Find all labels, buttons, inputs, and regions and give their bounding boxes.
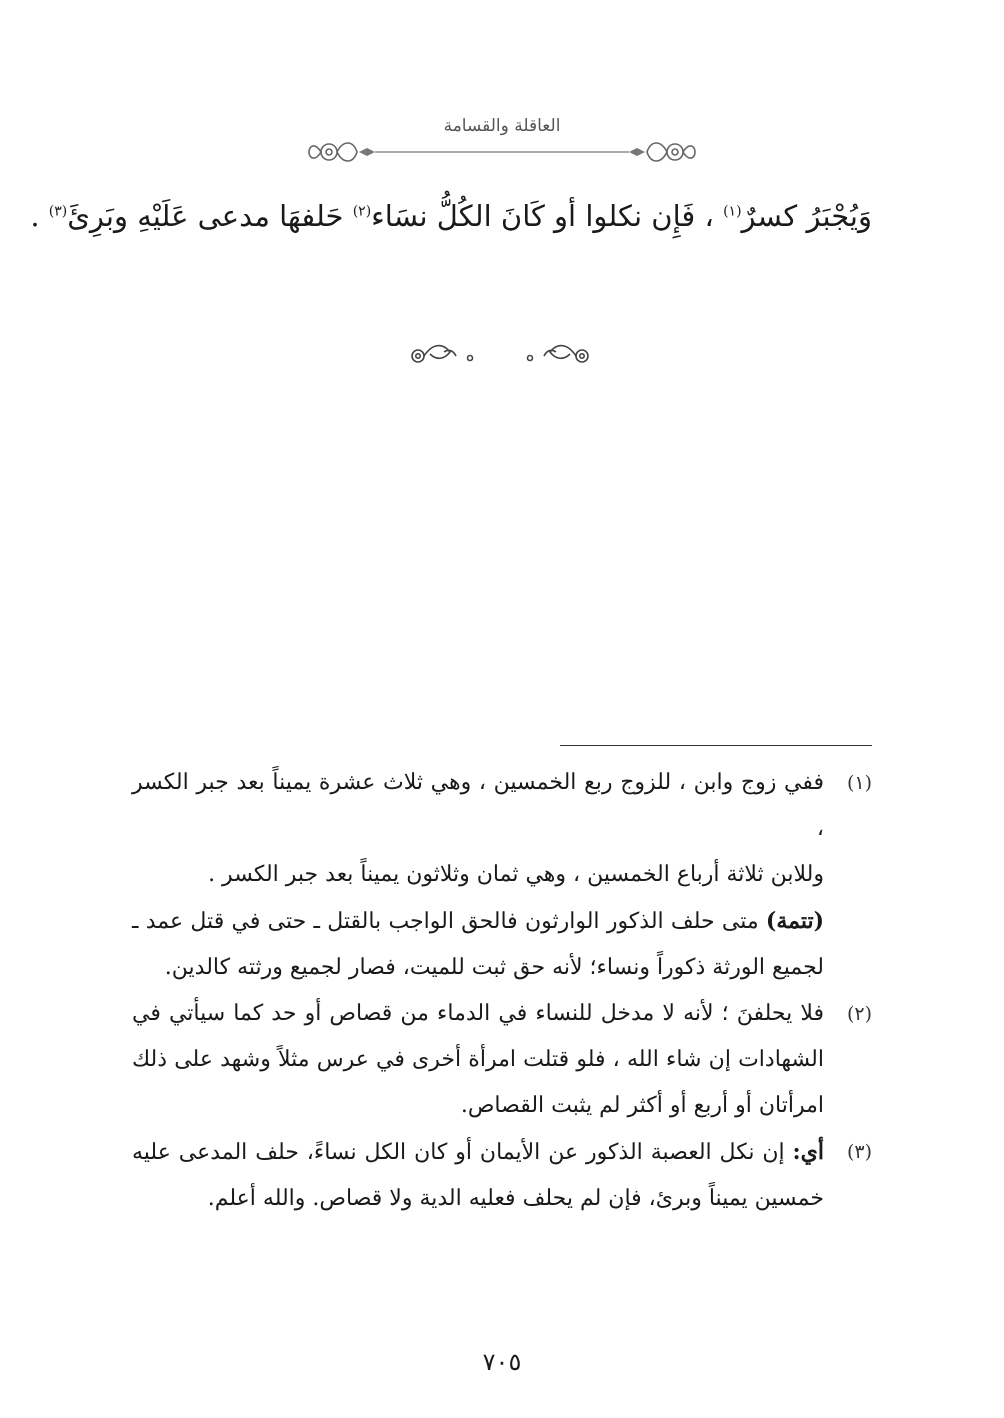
page-number: ٧٠٥ <box>482 1348 522 1376</box>
footnote-ref-2[interactable]: (٢) <box>352 203 372 220</box>
footnote-ref-3[interactable]: (٣) <box>48 203 68 220</box>
footnote-label: (تتمة) <box>765 908 824 934</box>
verse-part-3: حَلفهَا مدعى عَلَيْهِ وبَرِئَ <box>67 199 353 233</box>
header-title: العاقلة والقسامة <box>443 116 561 136</box>
footnote-separator <box>560 745 872 746</box>
header-ornament-icon <box>305 138 699 174</box>
footnote-line: ففي زوج وابن ، للزوج ربع الخمسين ، وهي ثلاث عشرة يميناً بعد جبر الكسر ، <box>132 770 824 841</box>
footnote-text: فلا يحلفنَ ؛ لأنه لا مدخل للنساء في الدماء من قصاص أو حد كما سيأتي في الشهادات إن شاء الله ، فلو قتلت امرأة أخرى في عرس مثلاً وشهد على ذلك امرأتان أو أربع أو أكثر لم يثبت القصاص. <box>132 1001 824 1118</box>
footnote-3 <box>132 1129 872 1222</box>
running-header <box>0 108 1004 168</box>
footnote-number: (٢) <box>846 1003 872 1025</box>
footnote-number: (٣) <box>846 1141 872 1163</box>
footnote-number: (١) <box>846 772 872 794</box>
verse-part-2: ، فَإِن نكلوا أو كَانَ الكُلُّ نسَاء <box>371 199 724 233</box>
footnote-paragraph <box>132 898 824 991</box>
footnote-label: أي: <box>792 1139 824 1165</box>
footnote-2 <box>132 991 872 1129</box>
footnote-1 <box>132 760 872 991</box>
footnote-ref-1[interactable]: (١) <box>723 203 742 220</box>
footnote-paragraph <box>132 1129 824 1222</box>
matn-verse <box>30 188 872 244</box>
verse-part-4: . <box>30 199 49 233</box>
section-divider-icon <box>400 340 600 370</box>
footnote-text: إن نكل العصبة الذكور عن الأيمان أو كان الكل نساءً، حلف المدعى عليه خمسين يميناً وبرئ، فإن لم يحلف فعليه الدية ولا قصاص. والله أعلم. <box>132 1140 824 1211</box>
verse-part-1: وَيُجْبَرُ كسرٌ <box>741 199 872 233</box>
footnote-line: وللابن ثلاثة أرباع الخمسين ، وهي ثمان وثلاثون يميناً بعد جبر الكسر . <box>208 862 824 887</box>
footnote-text: متى حلف الذكور الوارثون فالحق الواجب بالقتل ـ حتى في قتل عمد ـ لجميع الورثة ذكوراً ونساء؛ لأنه حق ثبت للميت، فصار لجميع ورثته كالدين. <box>132 909 824 980</box>
footnotes <box>132 760 872 1222</box>
